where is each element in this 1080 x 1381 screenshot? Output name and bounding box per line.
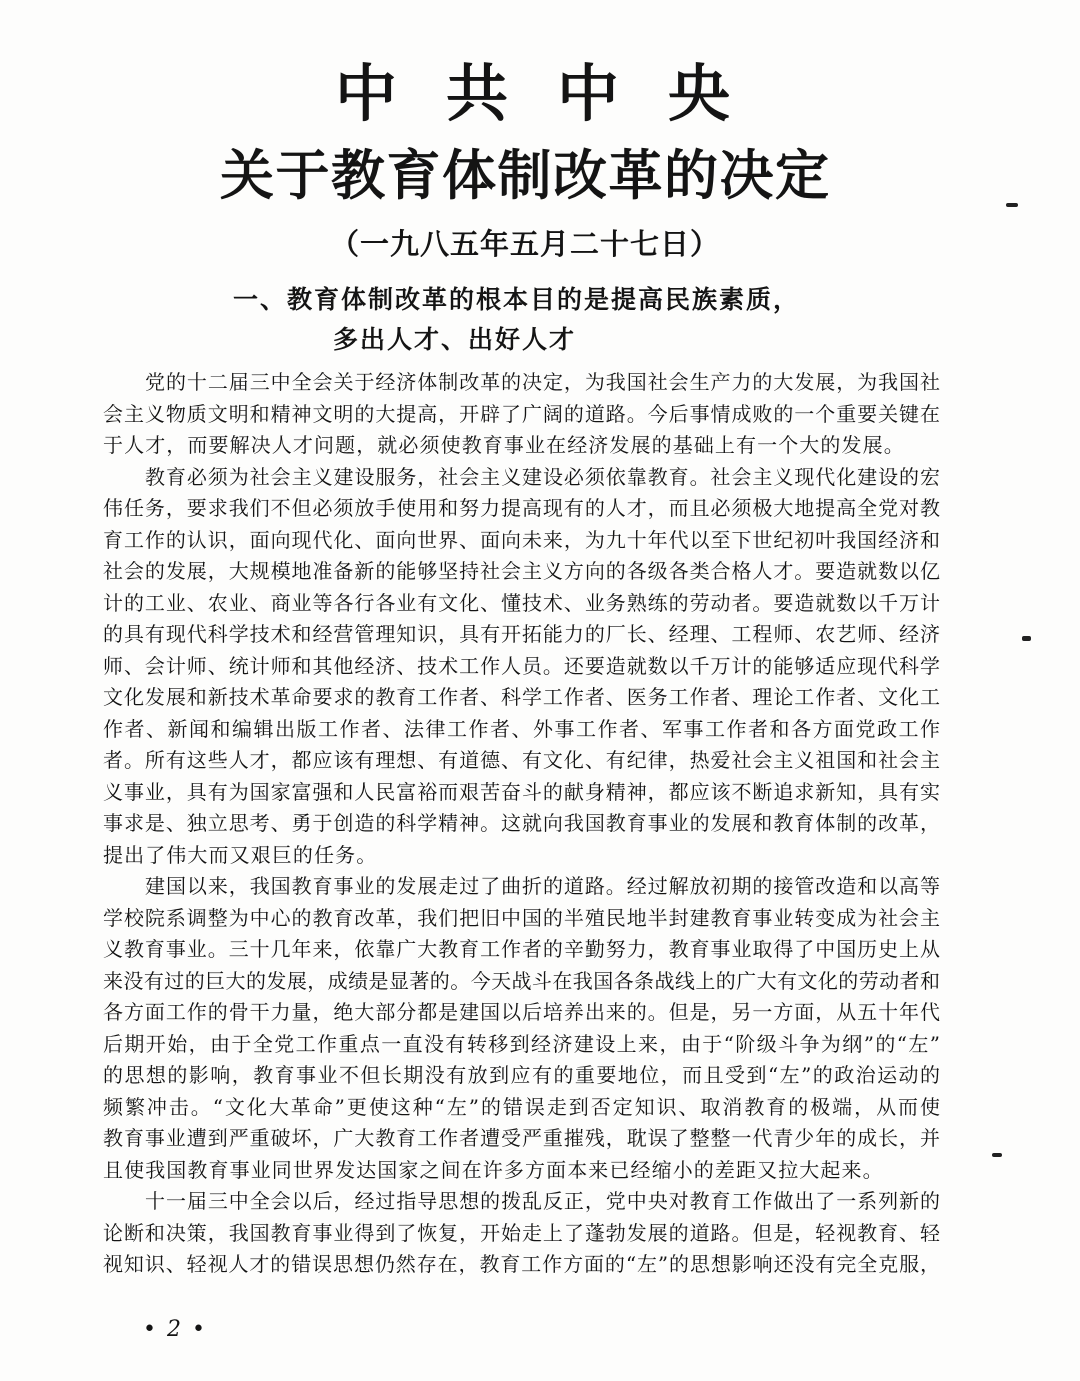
paragraph-3 xyxy=(103,871,940,1186)
document-date: （一九八五年五月二十七日） xyxy=(330,227,721,261)
body-line: 于人才，而要解决人才问题，就必须使教育事业在经济发展的基础上有一个大的发展。 xyxy=(103,433,905,457)
section-heading-line-1: 一、教育体制改革的根本目的是提高民族素质， xyxy=(233,285,801,314)
body-line: 视知识、轻视人才的错误思想仍然存在，教育工作方面的“左”的思想影响还没有完全克服， xyxy=(103,1252,940,1276)
body-line: 义事业，具有为国家富强和人民富裕而艰苦奋斗的献身精神，都应该不断追求新知，具有实 xyxy=(103,779,940,804)
body-line: 义教育事业。三十几年来，依靠广大教育工作者的辛勤努力，教育事业取得了中国历史上从 xyxy=(103,937,940,961)
body-line: 学校院系调整为中心的教育改革，我们把旧中国的半殖民地半封建教育事业转变成为社会主 xyxy=(103,905,940,930)
body-line: 各方面工作的骨干力量，绝大部分都是建国以后培养出来的。但是，另一方面，从五十年代 xyxy=(103,1000,940,1024)
body-line: 伟任务，要求我们不但必须放手使用和努力提高现有的人才，而且必须极大地提高全党对教 xyxy=(103,496,940,520)
body-line: 的具有现代科学技术和经营管理知识，具有开拓能力的厂长、经理、工程师、农艺师、经济 xyxy=(103,622,940,646)
body-line: 者。所有这些人才，都应该有理想、有道德、有文化、有纪律，热爱社会主义祖国和社会主 xyxy=(103,748,940,772)
body-line: 且使我国教育事业同世界发达国家之间在许多方面本来已经缩小的差距又拉大起来。 xyxy=(103,1157,884,1182)
paragraph-4 xyxy=(103,1186,940,1281)
body-line: 教育事业遭到严重破坏，广大教育工作者遭受严重摧残，耽误了整整一代青少年的成长，并 xyxy=(103,1126,940,1150)
section-heading-line-2: 多出人才、出好人才 xyxy=(333,325,577,354)
body-line: 育工作的认识，面向现代化、面向世界、面向未来，为九十年代以至下世纪初叶我国经济和 xyxy=(103,527,940,552)
body-line: 提出了伟大而又艰巨的任务。 xyxy=(103,842,378,867)
body-line: 作者、新闻和编辑出版工作者、法律工作者、外事工作者、军事工作者和各方面党政工作 xyxy=(103,716,940,741)
body-line: 建国以来，我国教育事业的发展走过了曲折的道路。经过解放初期的接管改造和以高等 xyxy=(145,874,940,898)
body-line: 后期开始，由于全党工作重点一直没有转移到经济建设上来，由于“阶级斗争为纲”的“左” xyxy=(103,1031,940,1056)
paragraph-2 xyxy=(103,462,940,872)
body-line: 来没有过的巨大的发展，成绩是显著的。今天战斗在我国各条战线上的广大有文化的劳动者和 xyxy=(103,968,940,993)
paragraph-1 xyxy=(103,367,940,462)
body-line: 论断和决策，我国教育事业得到了恢复，开始走上了蓬勃发展的道路。但是，轻视教育、轻 xyxy=(103,1220,940,1245)
body-line: 的思想的影响，教育事业不但长期没有放到应有的重要地位，而且受到“左”的政治运动的 xyxy=(103,1063,940,1087)
body-line: 文化发展和新技术革命要求的教育工作者、科学工作者、医务工作者、理论工作者、文化工 xyxy=(103,685,940,709)
scan-speck xyxy=(992,1153,1002,1157)
body-line: 计的工业、农业、商业等各行各业有文化、懂技术、业务熟练的劳动者。要造就数以千万计 xyxy=(103,590,940,615)
title-line-2: 关于教育体制改革的决定 xyxy=(220,143,831,207)
body-line: 事求是、独立思考、勇于创造的科学精神。这就向我国教育事业的发展和教育体制的改革， xyxy=(103,811,940,835)
scan-speck xyxy=(1006,203,1018,207)
page-number: • 2 • xyxy=(143,1317,207,1342)
body-line: 师、会计师、统计师和其他经济、技术工作人员。还要造就数以千万计的能够适应现代科学 xyxy=(103,653,940,678)
body-text xyxy=(103,367,940,1281)
title-line-1: 中共中央 xyxy=(335,57,780,130)
scan-speck xyxy=(1022,636,1031,641)
body-line: 十一届三中全会以后，经过指导思想的拨乱反正，党中央对教育工作做出了一系列新的 xyxy=(145,1189,940,1213)
body-line: 频繁冲击。“文化大革命”更使这种“左”的错误走到否定知识、取消教育的极端，从而使 xyxy=(103,1094,940,1119)
body-line: 教育必须为社会主义建设服务，社会主义建设必须依靠教育。社会主义现代化建设的宏 xyxy=(145,464,940,489)
body-line: 党的十二届三中全会关于经济体制改革的决定，为我国社会生产力的大发展，为我国社 xyxy=(145,370,940,394)
body-line: 社会的发展，大规模地准备新的能够坚持社会主义方向的各级各类合格人才。要造就数以亿 xyxy=(103,559,940,583)
body-line: 会主义物质文明和精神文明的大提高，开辟了广阔的道路。今后事情成败的一个重要关键在 xyxy=(103,401,940,426)
